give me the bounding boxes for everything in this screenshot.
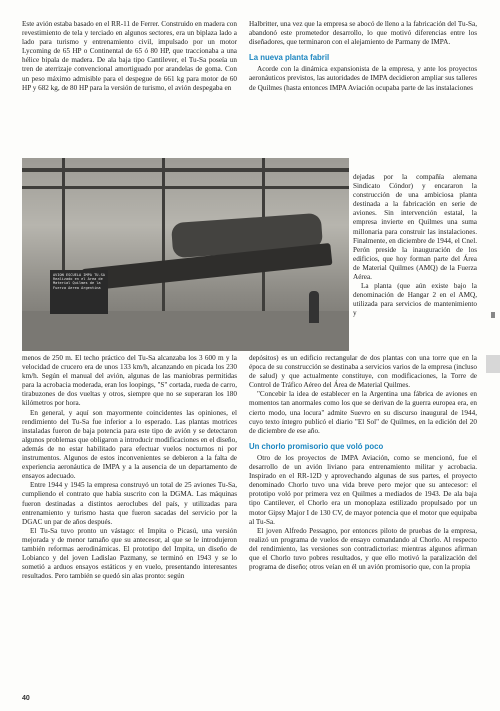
- paragraph: "Concebir la idea de establecer en la Argentina una fábrica de aviones en momentos tan anormales como los que se derivan de la guerra europea era, en cierto modo, una locura" admite Suevro en su discurso inaugural de 1944, cuyo texto íntegro publicó el diario "El Sol" de Quilmes, en la edición del 20 de diciembre de ese año.: [249, 390, 477, 435]
- section-title-nueva-planta: La nueva planta fabril: [249, 53, 330, 63]
- left-column-bottom: [22, 354, 237, 581]
- right-column-top: [249, 20, 477, 93]
- paragraph: Otro de los proyectos de IMPA Aviación, como se mencionó, fue el desarrollo de un avión liviano para entrenamiento militar y acrobacia. Inspirado en el RR-12D y aprovechando algunas de sus partes, el proyecto denominado Chorlo tuvo una vida breve pero mejor que su antecesor: el prototipo voló por primera vez en Quilmes a mediados de 1943. De ala baja tipo Cantilever, el Chorlo era un monoplaza estilizado propulsado por un motor Gipsy Major I de 130 CV, de mayor potencia que el motor que equipaba al Tu-Sa.: [249, 453, 477, 526]
- hangar-beam: [22, 186, 349, 189]
- paragraph: El joven Alfredo Pessagno, por entonces piloto de pruebas de la empresa, realizó un programa de vuelos de ensayo comandando al Chorlo. Al respecto del rendimiento, las versiones son contradictorias: mientras algunos afirman que el Chorlo tuvo pobres resultados, y que ello motivó la paralización del programa de diseño; otros veían en él un avión promisorio que, con la propia: [249, 526, 477, 572]
- right-column-wrap: [353, 173, 477, 319]
- hangar-column: [162, 158, 165, 318]
- paragraph: Este avión estaba basado en el RR-11 de Ferrer. Construido en madera con revestimiento de tela y terciado en algunos sectores, era un biplaza lado a lado para turismo y entrenamiento civil, impulsado por un motor Lycoming de 65 HP o Continental de 65 ó 80 HP, que traccionaba a una hélice bipala de madera. De ala baja tipo Cantilever, el Tu-Sa poseía un tren de aterrizaje convencional amortiguado por arandelas de goma. Con un peso máximo admisible para el despegue de 661 kg para motor de 60 HP y 682 kg, de 80 HP para la versión de turismo, el avión despegaba en: [22, 20, 237, 92]
- hangar-beam: [22, 168, 349, 172]
- margin-tab: [486, 355, 500, 373]
- paragraph: En general, y aquí son mayormente coincidentes las opiniones, el rendimiento del Tu-Sa fue inferior a lo esperado. Las plantas motrices instaladas fueron de baja potencia para este tipo de avión y se detectaron algunos problemas que obligaron a introducir modificaciones en el diseño, además de no estar habilitado para efectuar vuelos nocturnos ni por instrumentos. Algunos de estos inconvenientes se debieron a la falta de experiencia aeronáutica de IMPA y a la ausencia de un departamento de ensayos adecuado.: [22, 408, 237, 481]
- margin-mark: [491, 312, 495, 318]
- historical-aircraft-photo: [22, 158, 349, 351]
- person-silhouette: [309, 291, 319, 323]
- paragraph: Halbritter, una vez que la empresa se abocó de lleno a la fabricación del Tu-Sa, abandonó este prometedor desarrollo, lo que motivó diferencias entre los diseñadores, que terminaron con el alejamiento de Parmany de IMPA.: [249, 20, 477, 47]
- hangar-floor: [22, 311, 349, 351]
- paragraph: El Tu-Sa tuvo pronto un vástago: el Impita o Picasú, una versión mejorada y de menor tamaño que su antecesor, al que se le introdujeron también reformas aerodinámicas. El prototipo del Impita, un diseño de Lobianco y del joven Ladislao Pazmany, se terminó en 1943 y se lo sometió a arduos ensayos estáticos y en vuelo, presentando interesantes resultados. Pero también se quedó sin alas pronto: según: [22, 526, 237, 581]
- right-column-bottom: [249, 354, 477, 572]
- paragraph: menos de 250 m. El techo práctico del Tu-Sa alcanzaba los 3 600 m y la velocidad de crucero era de unos 133 km/h, alcanzando en picada los 230 km/h. Según el manual del avión, algunas de las maniobras permitidas para la acrobacia moderada, eran los loopings, "S" cortada, rueda de carro, tirabuzones de dos vueltas y otros, siempre que no se superaran los 180 kilómetros por hora.: [22, 354, 237, 408]
- section-title-chorlo: Un chorlo promisorio que voló poco: [249, 441, 384, 451]
- paragraph: Acorde con la dinámica expansionista de la empresa, y ante los proyectos aeronáuticos previstos, las autoridades de IMPA decidieron ampliar sus talleres de Quilmes (hasta entonces IMPA Aviación ocupaba parte de las instalaciones: [249, 65, 477, 92]
- paragraph: depósitos) es un edificio rectangular de dos plantas con una torre que en la época de su construcción se destinaba a servicios varios de la empresa (incluso de salud) y que actualmente constituye, con modificaciones, la Torre de Control de Tráfico Aéreo del Área de Material Quilmes.: [249, 354, 477, 390]
- paragraph: La planta (que aún existe bajo la denominación de Hangar 2 en el AMQ, utilizada para servicios de mantenimiento y: [353, 282, 477, 318]
- left-column-top: [22, 20, 237, 93]
- display-placard: AVION ESCUELA IMPA TU-SA Realizado en el Area de Material Quilmes de la Fuerza Aerea Argentina: [50, 270, 108, 314]
- paragraph: Entre 1944 y 1945 la empresa construyó un total de 25 aviones Tu-Sa, cumpliendo el contrato que había suscrito con la DGMA. Las máquinas fueron destinadas a distintos aeroclubes del país, y utilizadas para entrenamiento y turismo hasta que fueron sacadas del servicio por la DGAC un par de años después.: [22, 481, 237, 526]
- paragraph: dejadas por la compañía alemana Sindicato Cóndor) y encararon la construcción de una ambiciosa planta destinada a la fabricación en serie de aviones. Sin intervención estatal, la empresa invierte en Quilmes una suma millonaria para construir las instalaciones. Finalmente, en diciembre de 1944, el Cnel. Perón preside la inauguración de los edificios, que hoy forman parte del Área de Material Quilmes (AMQ) de la Fuerza Aérea.: [353, 173, 477, 282]
- page-number: 40: [22, 695, 30, 702]
